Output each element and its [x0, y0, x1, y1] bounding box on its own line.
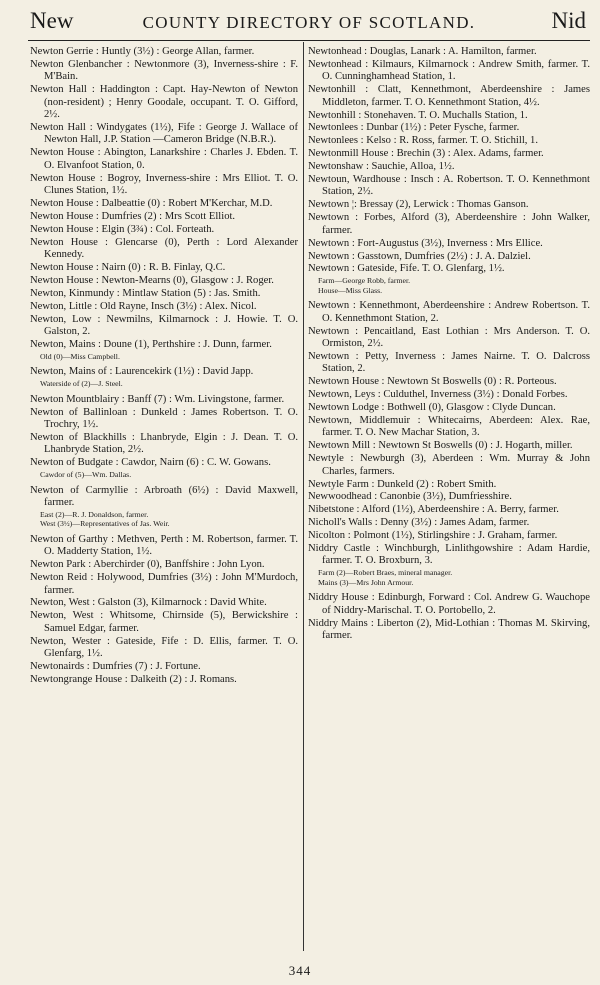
directory-entry: Newtonmill House : Brechin (3) : Alex. Adams, farmer. — [308, 148, 544, 160]
directory-entry: Newtonlees : Dunbar (1½) : Peter Fysche, farmer. — [308, 122, 520, 134]
entry-subnote: Waterside of (2)—J. Steel. — [40, 379, 123, 389]
header-right-word: Nid — [551, 8, 586, 33]
directory-entry: Newton House : Elgin (3¾) : Col. Forteath. — [30, 223, 215, 235]
directory-entry: Newtoun, Wardhouse : Insch : A. Robertson. T. O. Kennethmont Station, 2½. — [308, 174, 590, 198]
directory-entry: Newtown : Pencaitland, East Lothian : Mrs Anderson. T. O. Ormiston, 2½. — [308, 325, 590, 350]
entry-subnote: East (2)—R. J. Donaldson, farmer. — [40, 509, 149, 519]
directory-entry: Newtonlees : Kelso : R. Ross, farmer. T. O. Stichill, 1. — [308, 135, 538, 147]
directory-entry: Nicholl's Walls : Denny (3½) : James Adam, farmer. — [308, 517, 530, 529]
directory-entry: Newtown : Fort-Augustus (3½), Inverness : Mrs Ellice. — [308, 237, 543, 249]
header-left-word: New — [30, 8, 74, 33]
right-column — [308, 46, 590, 957]
directory-entry: Newton, Little : Old Rayne, Insch (3½) : Alex. Nicol. — [30, 300, 257, 312]
directory-entry: Newton of Blackhills : Lhanbryde, Elgin : J. Dean. T. O. Lhanbryde Station, 2½. — [30, 431, 298, 456]
directory-entry: Newton House : Bogroy, Inverness-shire : Mrs Elliot. T. O. Clunes Station, 1½. — [30, 172, 298, 196]
page-header — [28, 0, 590, 41]
directory-entry: Newtonhead : Douglas, Lanark : A. Hamilton, farmer. — [308, 46, 537, 57]
directory-entry: Newtonhead : Kilmaurs, Kilmarnock : Andrew Smith, farmer. T. O. Cunninghamhead Station, 1. — [308, 58, 590, 83]
directory-entry: Niddry Castle : Winchburgh, Linlithgowshire : Adam Hardie, farmer. T. O. Broxburn, 3. — [308, 543, 590, 567]
page-number: 344 — [288, 963, 312, 978]
directory-entry: Newton House : Dumfries (2) : Mrs Scott Elliot. — [30, 210, 236, 222]
directory-entry: Newtonshaw : Sauchie, Alloa, 1½. — [308, 161, 455, 173]
directory-entry: Newwoodhead : Canonbie (3½), Dumfriesshire. — [308, 491, 512, 503]
directory-entry: Newtongrange House : Dalkeith (2) : J. Romans. — [30, 673, 237, 685]
directory-entry: Newton Hall : Haddington : Capt. Hay-Newton of Newton (non-resident) ; Henry Goodale, occupant. T. O. Gifford, 2½. — [30, 84, 298, 121]
entry-subnote: Farm—George Robb, farmer. — [318, 276, 411, 286]
directory-entry: Newtonairds : Dumfries (7) : J. Fortune. — [30, 660, 201, 672]
directory-entry: Newtown : Gasstown, Dumfries (2½) : J. A. Dalziel. — [308, 250, 531, 262]
directory-entry: Newton Glenbancher : Newtonmore (3), Inverness-shire : F. M'Bain. — [30, 58, 298, 83]
header-title: COUNTY DIRECTORY OF SCOTLAND. — [142, 13, 476, 32]
directory-entry: Newton, West : Galston (3), Kilmarnock : David White. — [30, 597, 267, 609]
directory-entry: Newtown, Leys : Culduthel, Inverness (3½) : Donald Forbes. — [308, 389, 568, 401]
directory-entry: Newtown : Kennethmont, Aberdeenshire : Andrew Robertson. T. O. Kennethmont Station, 2. — [308, 300, 590, 324]
directory-entry: Nibetstone : Alford (1½), Aberdeenshire : A. Berry, farmer. — [308, 504, 559, 516]
directory-entry: Newton, Wester : Gateside, Fife : D. Ellis, farmer. T. O. Glenfarg, 1½. — [30, 635, 298, 660]
directory-entry: Newton of Ballinloan : Dunkeld : James Robertson. T. O. Trochry, 1½. — [30, 406, 298, 430]
entry-subnote: Farm (2)—Robert Braes, mineral manager. — [318, 568, 453, 578]
directory-entry: Newton of Carmyllie : Arbroath (6½) : David Maxwell, farmer. — [30, 484, 298, 508]
entry-subnote: House—Miss Glass. — [318, 285, 383, 295]
directory-entry: Newton Mountblairy : Banff (7) : Wm. Livingstone, farmer. — [30, 393, 285, 405]
directory-entry: Nicolton : Polmont (1½), Stirlingshire : J. Graham, farmer. — [308, 530, 558, 542]
entry-subnote: West (3½)—Representatives of Jas. Weir. — [40, 519, 170, 529]
entry-subnote: Cawdor of (5)—Wm. Dallas. — [40, 470, 132, 480]
directory-entry: Newtown ¦: Bressay (2), Lerwick : Thomas Ganson. — [308, 199, 529, 211]
directory-entry: Newton House : Newton-Mearns (0), Glasgow : J. Roger. — [30, 274, 274, 286]
directory-entry: Newton, Kinmundy : Mintlaw Station (5) : Jas. Smith. — [30, 287, 261, 299]
entry-subnote: Old (0)—Miss Campbell. — [40, 351, 120, 361]
column-divider — [303, 42, 304, 951]
directory-entry: Newtown : Forbes, Alford (3), Aberdeenshire : John Walker, farmer. — [308, 212, 590, 236]
directory-entry: Newton of Budgate : Cawdor, Nairn (6) : C. W. Gowans. — [30, 457, 271, 469]
directory-entry: Newton, Mains of : Laurencekirk (1½) : David Japp. — [30, 366, 254, 378]
directory-entry: Newton of Garthy : Methven, Perth : M. Robertson, farmer. T. O. Madderty Station, 1½. — [30, 533, 298, 558]
directory-entry: Newtyle : Newburgh (3), Aberdeen : Wm. Murray & John Charles, farmers. — [308, 453, 590, 477]
directory-entry: Newtown Lodge : Bothwell (0), Glasgow : Clyde Duncan. — [308, 402, 556, 414]
directory-entry: Newtown : Petty, Inverness : James Nairne. T. O. Dalcross Station, 2. — [308, 350, 590, 375]
directory-entry: Newton House : Nairn (0) : R. B. Finlay, Q.C. — [30, 261, 226, 273]
directory-entry: Newtonhill : Clatt, Kennethmont, Aberdeenshire : James Middleton, farmer. T. O. Kennethmont Station, 4½. — [308, 84, 590, 108]
directory-entry: Niddry House : Edinburgh, Forward : Col. Andrew G. Wauchope of Niddry-Marischal. T. O. Portobello, 2. — [308, 592, 590, 616]
directory-entry: Newtonhill : Stonehaven. T. O. Muchalls Station, 1. — [308, 109, 528, 121]
directory-entry: Newtown House : Newtown St Boswells (0) : R. Porteous. — [308, 376, 557, 388]
directory-entry: Niddry Mains : Liberton (2), Mid-Lothian : Thomas M. Skirving, farmer. — [308, 617, 590, 642]
directory-entry: Newton House : Dalbeattie (0) : Robert M'Kerchar, M.D. — [30, 197, 273, 209]
directory-entry: Newtown Mill : Newtown St Boswells (0) : J. Hogarth, miller. — [308, 440, 573, 452]
directory-entry: Newton House : Abington, Lanarkshire : Charles J. Ebden. T. O. Elvanfoot Station, 0. — [30, 147, 298, 171]
left-column — [30, 46, 298, 957]
directory-entry: Newtown : Gateside, Fife. T. O. Glenfarg, 1½. — [308, 263, 505, 275]
directory-entry: Newton Gerrie : Huntly (3½) : George Allan, farmer. — [30, 46, 255, 57]
directory-entry: Newton Hall : Windygates (1½), Fife : George J. Wallace of Newton Hall, J.P. Station —Cameron Bridge (N.B.R.). — [30, 121, 298, 146]
directory-entry: Newton, Low : Newmilns, Kilmarnock : J. Howie. T. O. Galston, 2. — [30, 313, 298, 337]
directory-entry: Newtown, Middlemuir : Whitecairns, Aberdeen: Alex. Rae, farmer. T. O. New Machar Station, 3. — [308, 414, 590, 439]
directory-entry: Newton, Mains : Doune (1), Perthshire : J. Dunn, farmer. — [30, 338, 272, 350]
entry-subnote: Mains (3)—Mrs John Armour. — [318, 577, 414, 587]
directory-entry: Newton Park : Aberchirder (0), Banffshire : John Lyon. — [30, 559, 265, 571]
directory-entry: Newtyle Farm : Dunkeld (2) : Robert Smith. — [308, 478, 497, 490]
directory-entry: Newton Reid : Holywood, Dumfries (3½) : John M'Murdoch, farmer. — [30, 572, 298, 596]
two-column-body — [28, 42, 590, 957]
directory-entry: Newton House : Glencarse (0), Perth : Lord Alexander Kennedy. — [30, 236, 298, 260]
directory-entry: Newton, West : Whitsome, Chirnside (5), Berwickshire : Samuel Edgar, farmer. — [30, 610, 298, 634]
